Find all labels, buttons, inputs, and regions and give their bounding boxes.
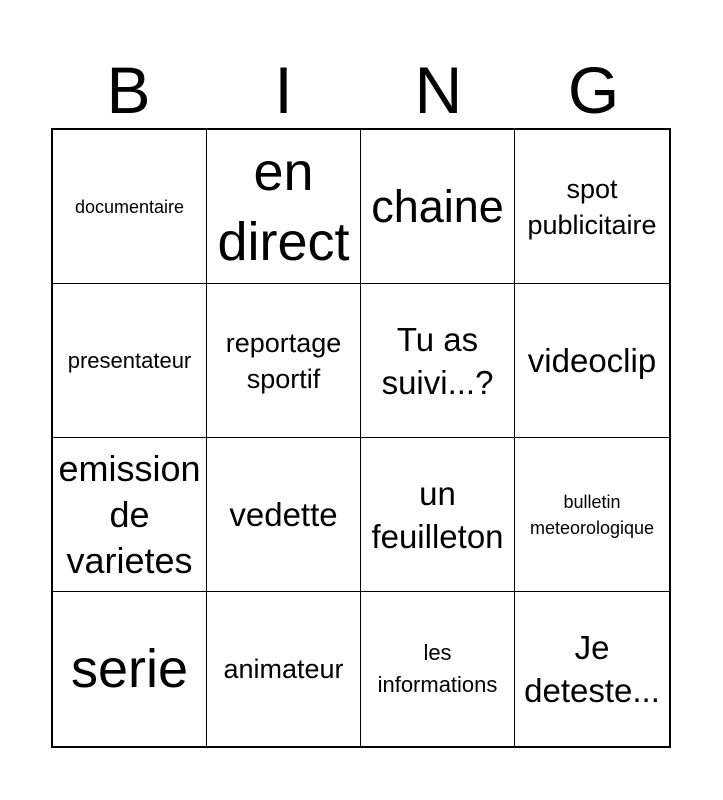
bingo-header — [51, 52, 671, 128]
cell-label: videoclip — [527, 342, 657, 379]
bingo-cell[interactable] — [361, 284, 515, 438]
cell-label: emission de varietes — [58, 447, 201, 581]
cell-label: Je deteste... — [524, 629, 660, 709]
cell-label: animateur — [223, 654, 344, 684]
bingo-cell[interactable] — [515, 284, 669, 438]
bingo-cell[interactable] — [207, 130, 361, 284]
bingo-cell[interactable] — [515, 130, 669, 284]
bingo-cell[interactable] — [515, 438, 669, 592]
bingo-cell[interactable] — [361, 592, 515, 746]
cell-label: Tu as suivi...? — [381, 320, 494, 401]
header-letter-i: I — [274, 53, 293, 127]
cell-label: presentateur — [67, 347, 192, 373]
cell-label: chaine — [371, 180, 504, 232]
cell-label: les informations — [377, 640, 498, 697]
cell-label: documentaire — [74, 196, 185, 217]
bingo-cell[interactable] — [53, 592, 207, 746]
bingo-cell[interactable] — [53, 284, 207, 438]
header-letter-g: G — [567, 53, 620, 127]
bingo-cell[interactable] — [53, 130, 207, 284]
bingo-board — [51, 128, 671, 748]
bingo-cell[interactable] — [53, 438, 207, 592]
cell-label: reportage sportif — [225, 327, 342, 394]
bingo-cell[interactable] — [361, 130, 515, 284]
cell-label: bulletin meteorologique — [529, 491, 655, 538]
header-letter-n: N — [414, 53, 463, 127]
cell-label: en direct — [217, 141, 350, 272]
cell-label: vedette — [229, 496, 338, 533]
header-letter-b: B — [106, 53, 151, 127]
bingo-cell[interactable] — [207, 438, 361, 592]
cell-label: spot publicitaire — [527, 173, 657, 240]
bingo-cell[interactable] — [207, 592, 361, 746]
cell-label: un feuilleton — [371, 474, 504, 555]
bingo-cell[interactable] — [361, 438, 515, 592]
cell-label: serie — [70, 639, 189, 699]
bingo-cell[interactable] — [207, 284, 361, 438]
bingo-cell[interactable] — [515, 592, 669, 746]
